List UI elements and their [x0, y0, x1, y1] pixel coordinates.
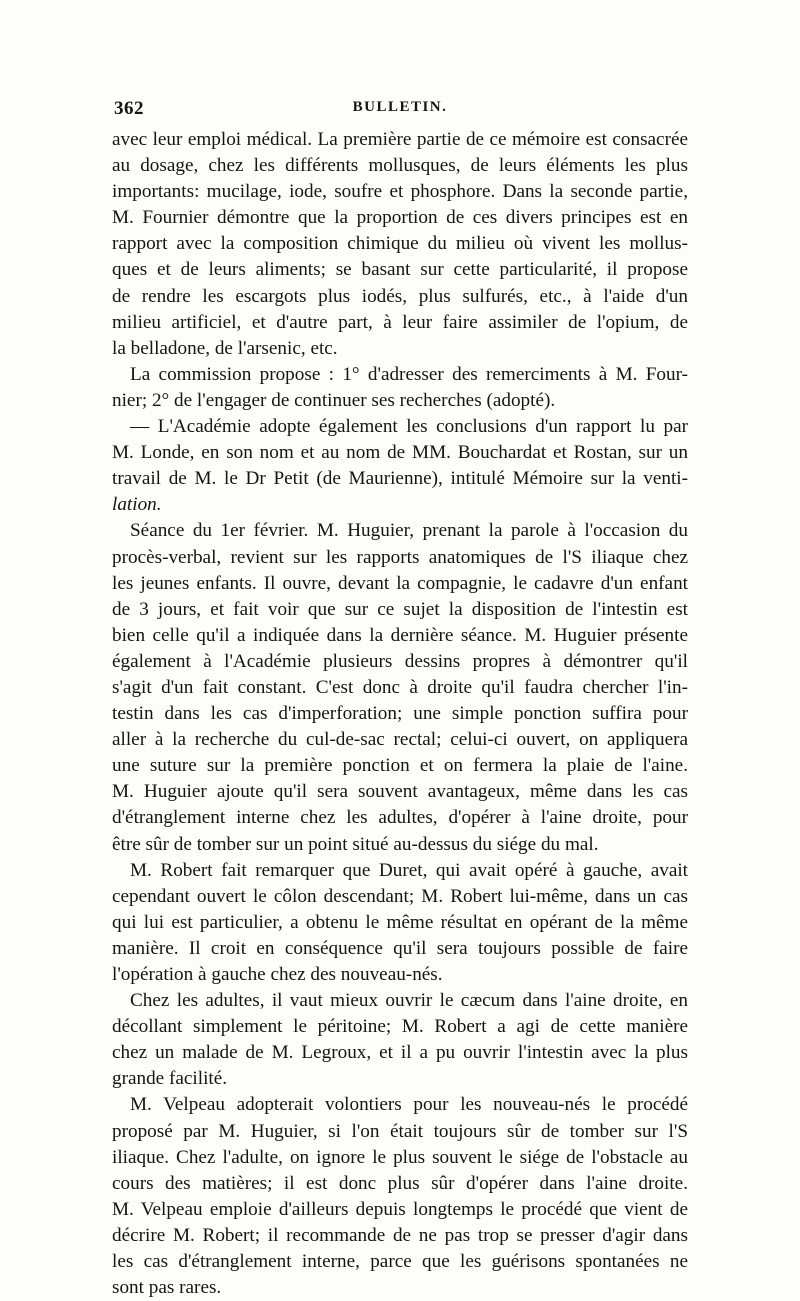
- body-text: [112, 127, 688, 1301]
- text-line: bien celle qu'il a indiquée dans la dernière séance. M. Huguier présente: [112, 624, 688, 646]
- text-line: ques et de leurs aliments; se basant sur cette particularité, il propose: [112, 259, 688, 281]
- text-line: M. Robert fait remarquer que Duret, qui avait opéré à gauche, avait: [130, 859, 688, 881]
- text-line: également à l'Académie plusieurs dessins propres à démontrer qu'il: [112, 650, 688, 672]
- text-line: Chez les adultes, il vaut mieux ouvrir le cæcum dans l'aine droite, en: [130, 990, 688, 1012]
- text-line: M. Velpeau adopterait volontiers pour les nouveau-nés le procédé: [130, 1094, 688, 1116]
- page-header: [112, 98, 688, 124]
- text-line: testin dans les cas d'imperforation; une simple ponction suffira pour: [112, 703, 688, 725]
- text-line: rapport avec la composition chimique du milieu où vivent les mollus-: [112, 233, 688, 255]
- text-line: manière. Il croit en conséquence qu'il sera toujours possible de faire: [112, 937, 688, 959]
- text-line: proposé par M. Huguier, si l'on était toujours sûr de tomber sur l'S: [112, 1120, 688, 1142]
- text-line: milieu artificiel, et d'autre part, à leur faire assimiler de l'opium, de: [112, 311, 688, 333]
- text-line: sont pas rares.: [112, 1277, 222, 1299]
- text-line: au dosage, chez les différents mollusques, de leurs éléments les plus: [112, 155, 688, 177]
- text-line: une suture sur la première ponction et on fermera la plaie de l'aine.: [112, 755, 688, 777]
- text-line: chez un malade de M. Legroux, et il a pu ouvrir l'intestin avec la plus: [112, 1042, 688, 1064]
- text-line: cependant ouvert le côlon descendant; M. Robert lui-même, dans un cas: [112, 885, 688, 907]
- text-line: nier; 2° de l'engager de continuer ses recherches (adopté).: [112, 389, 556, 411]
- text-line: — L'Académie adopte également les conclusions d'un rapport lu par: [130, 416, 688, 438]
- text-line: les jeunes enfants. Il ouvre, devant la compagnie, le cadavre d'un enfant: [112, 572, 688, 594]
- text-line: M. Fournier démontre que la proportion de ces divers principes est en: [112, 207, 688, 229]
- text-line: importants: mucilage, iode, soufre et phosphore. Dans la seconde partie,: [112, 181, 688, 203]
- text-line: grande facilité.: [112, 1068, 228, 1090]
- text-line: de 3 jours, et fait voir que sur ce sujet la disposition de l'intestin est: [112, 598, 688, 620]
- text-line: iliaque. Chez l'adulte, on ignore le plus souvent le siége de l'obstacle au: [112, 1146, 688, 1168]
- text-line: décrire M. Robert; il recommande de ne pas trop se presser d'agir dans: [112, 1224, 688, 1246]
- running-title: BULLETIN.: [352, 99, 448, 115]
- text-line: Séance du 1er février. M. Huguier, prenant la parole à l'occasion du: [130, 520, 688, 542]
- text-line: les cas d'étranglement interne, parce que les guérisons spontanées ne: [112, 1251, 688, 1273]
- text-line: lation.: [112, 494, 162, 516]
- text-line: cours des matières; il est donc plus sûr d'opérer dans l'aine droite.: [112, 1172, 688, 1194]
- text-line: être sûr de tomber sur un point situé au-dessus du siége du mal.: [112, 833, 599, 855]
- text-line: M. Velpeau emploie d'ailleurs depuis longtemps le procédé que vient de: [112, 1198, 688, 1220]
- text-line: qui lui est particulier, a obtenu le même résultat en opérant de la même: [112, 911, 688, 933]
- text-line: la belladone, de l'arsenic, etc.: [112, 337, 338, 359]
- text-line: s'agit d'un fait constant. C'est donc à droite qu'il faudra chercher l'in-: [112, 676, 688, 698]
- page-number: 362: [114, 98, 144, 119]
- text-line: aller à la recherche du cul-de-sac rectal; celui-ci ouvert, on appliquera: [112, 729, 688, 751]
- text-line: de rendre les escargots plus iodés, plus sulfurés, etc., à l'aide d'un: [112, 285, 688, 307]
- text-line: travail de M. le Dr Petit (de Maurienne), intitulé Mémoire sur la venti-: [112, 468, 688, 490]
- text-line: l'opération à gauche chez des nouveau-nés.: [112, 964, 443, 985]
- text-line: M. Londe, en son nom et au nom de MM. Bouchardat et Rostan, sur un: [112, 442, 688, 464]
- text-line: M. Huguier ajoute qu'il sera souvent avantageux, même dans les cas: [112, 781, 688, 803]
- text-line: décollant simplement le péritoine; M. Robert a agi de cette manière: [112, 1016, 688, 1038]
- text-line: d'étranglement interne chez les adultes, d'opérer à l'aine droite, pour: [112, 807, 688, 829]
- text-line: avec leur emploi médical. La première partie de ce mémoire est consacrée: [112, 129, 688, 150]
- text-line: La commission propose : 1° d'adresser des remerciments à M. Four-: [130, 363, 688, 385]
- text-line: procès-verbal, revient sur les rapports anatomiques de l'S iliaque chez: [112, 546, 688, 568]
